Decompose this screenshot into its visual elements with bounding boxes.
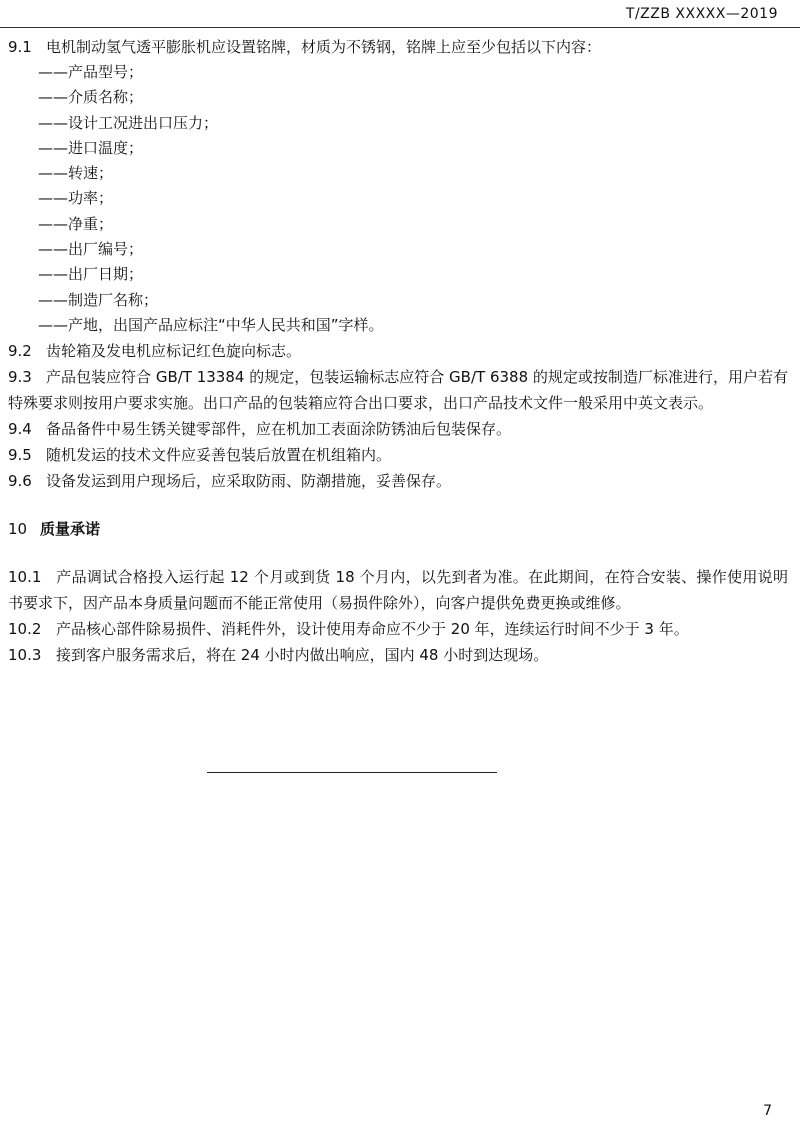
clause-number: 9.2 — [8, 342, 32, 361]
list-item: ——设计工况进出口压力； — [38, 113, 219, 132]
list-item: ——出厂编号； — [38, 240, 144, 259]
clause-text: 电机制动氢气透平膨胀机应设置铭牌，材质为不锈钢，铭牌上应至少包括以下内容： — [46, 38, 602, 56]
document-body — [8, 34, 788, 668]
clause-10-3 — [8, 642, 788, 668]
clause-10-1 — [8, 564, 788, 616]
section-heading — [8, 516, 788, 542]
clause-9-4 — [8, 416, 788, 442]
clause-text: 备品备件中易生锈关键零部件，应在机加工表面涂防锈油后包装保存。 — [46, 420, 512, 439]
clause-text: 随机发运的技术文件应妥善包装后放置在机组箱内。 — [46, 446, 392, 465]
list-item: ——净重； — [38, 214, 114, 233]
end-of-document-rule — [207, 772, 497, 773]
clause-number: 9.6 — [8, 472, 32, 491]
nameplate-item-list — [8, 60, 788, 338]
clause-9-3 — [8, 364, 788, 416]
clause-9-1 — [8, 34, 788, 60]
list-item: ——产地，出国产品应标注“中华人民共和国”字样。 — [38, 315, 384, 334]
clause-number: 9.5 — [8, 446, 32, 465]
clause-9-2 — [8, 338, 788, 364]
clause-text: 齿轮箱及发电机应标记红色旋向标志。 — [46, 342, 302, 361]
clause-9-6 — [8, 468, 788, 494]
clause-text: 产品包装应符合 GB/T 13384 的规定，包装运输标志应符合 GB/T 6388 的规定或按制造厂标准进行，用户若有特殊要求则按用户要求实施。出口产品的包装箱应符合出口要求，出口产品技术文件一般采用中英文表示。 — [8, 368, 788, 413]
clause-number: 9.1 — [8, 38, 32, 56]
list-item: ——转速； — [38, 164, 114, 183]
list-item: ——介质名称； — [38, 88, 144, 107]
clause-text: 产品核心部件除易损件、消耗件外，设计使用寿命应不少于 20 年，连续运行时间不少于 3 年。 — [56, 620, 689, 639]
header-rule — [0, 27, 800, 28]
clause-text: 接到客户服务需求后，将在 24 小时内做出响应，国内 48 小时到达现场。 — [56, 646, 549, 665]
list-item: ——功率； — [38, 189, 114, 208]
list-item: ——进口温度； — [38, 138, 144, 157]
clause-text: 设备发运到用户现场后，应采取防雨、防潮措施，妥善保存。 — [46, 472, 452, 491]
clause-9-5 — [8, 442, 788, 468]
list-item: ——出厂日期； — [38, 265, 144, 284]
section-number: 10 — [8, 520, 28, 539]
page-number: 7 — [763, 1103, 772, 1119]
document-code: T/ZZB XXXXX—2019 — [625, 6, 778, 22]
section-title: 质量承诺 — [40, 520, 101, 539]
clause-text: 产品调试合格投入运行起 12 个月或到货 18 个月内，以先到者为准。在此期间，在符合安装、操作使用说明书要求下，因产品本身质量问题而不能正常使用（易损件除外），向客户提供免费更换或维修。 — [8, 568, 788, 613]
clause-number: 10.3 — [8, 646, 42, 665]
clause-number: 9.3 — [8, 368, 32, 387]
clause-10-2 — [8, 616, 788, 642]
clause-number: 10.2 — [8, 620, 42, 639]
list-item: ——产品型号； — [38, 63, 144, 81]
list-item: ——制造厂名称； — [38, 290, 159, 309]
clause-number: 10.1 — [8, 568, 42, 587]
clause-number: 9.4 — [8, 420, 32, 439]
